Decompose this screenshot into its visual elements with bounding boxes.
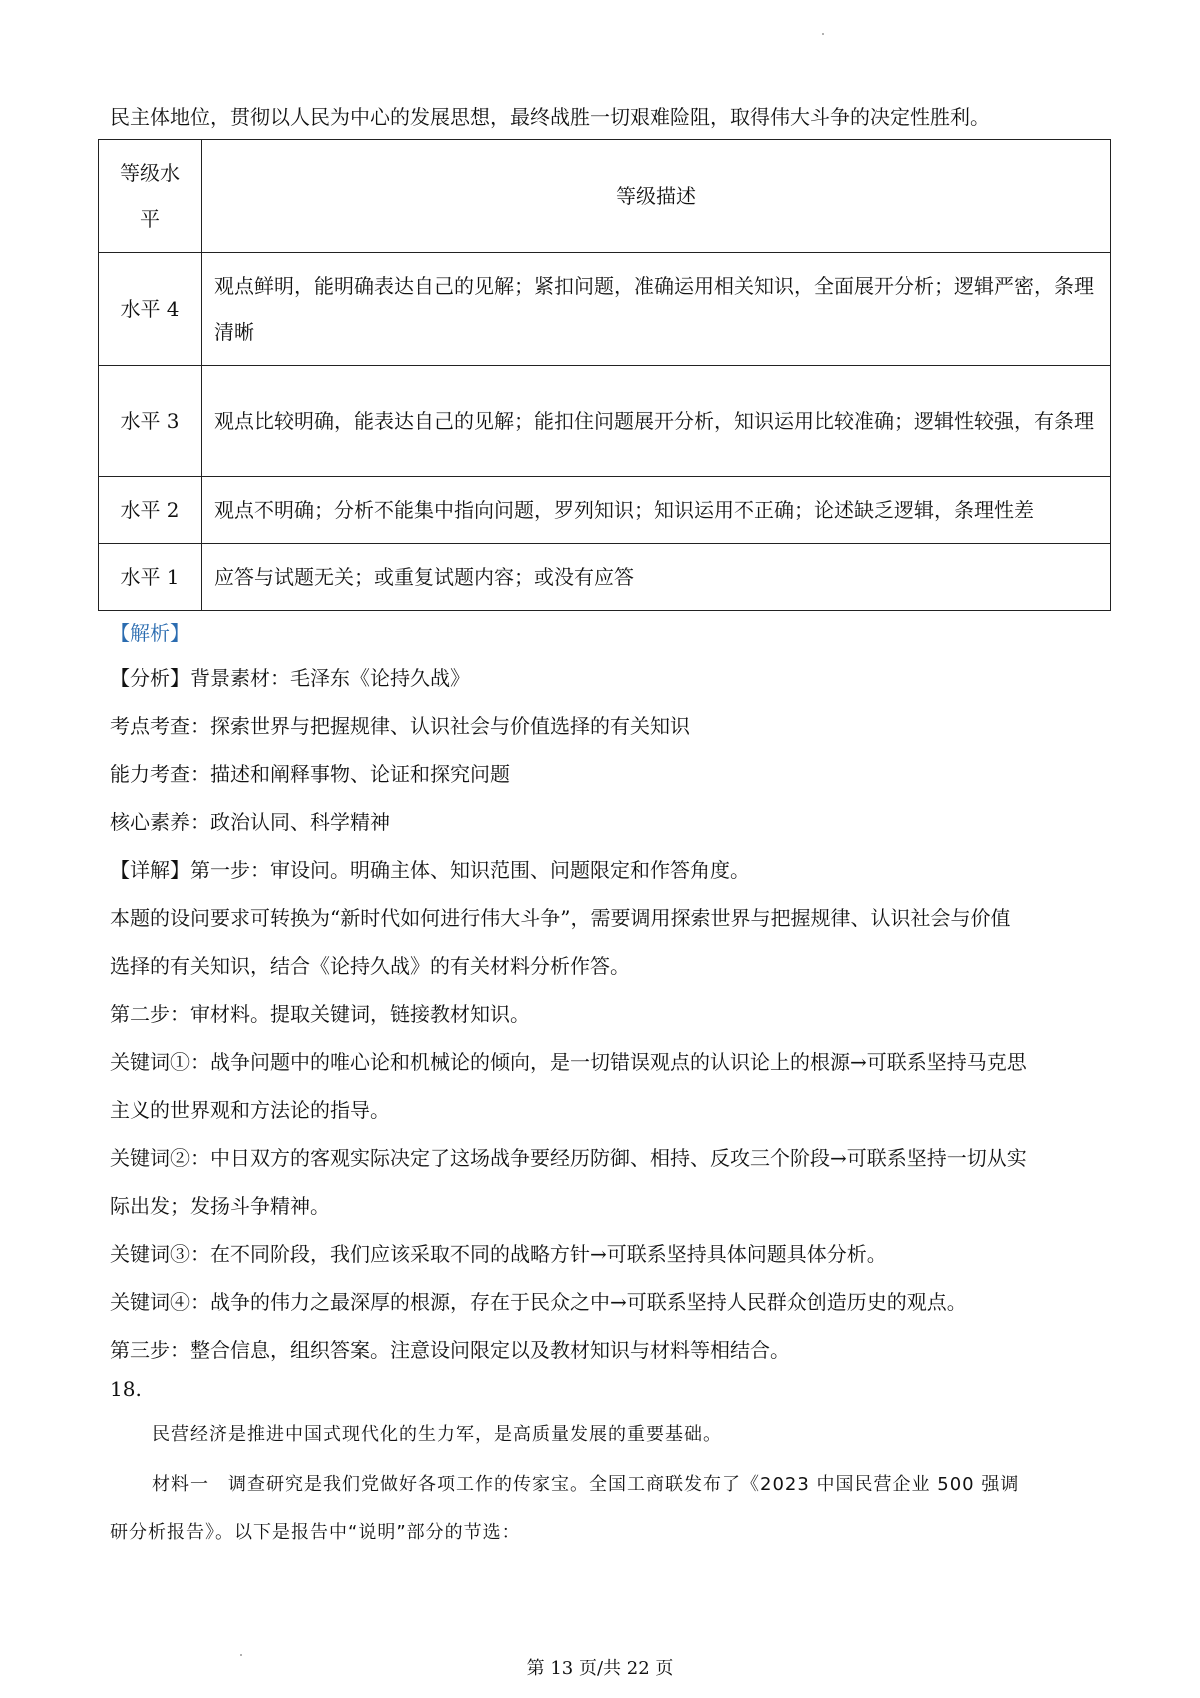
analysis-line: 本题的设问要求可转换为“新时代如何进行伟大斗争”，需要调用探索世界与把握规律、认识社会与价值 (110, 906, 1011, 930)
analysis-line: 关键词④：战争的伟力之最深厚的根源，存在于民众之中→可联系坚持人民群众创造历史的观点。 (110, 1290, 967, 1314)
analysis-line: 能力考查：描述和阐释事物、论证和探究问题 (110, 762, 510, 786)
analysis-line: 【详解】第一步：审设问。明确主体、知识范围、问题限定和作答角度。 (110, 858, 750, 882)
analysis-body (110, 664, 1105, 1384)
desc-cell: 观点比较明确，能表达自己的见解；能扣住问题展开分析，知识运用比较准确；逻辑性较强，有条理 (202, 366, 1111, 477)
level-cell: 水平 4 (99, 253, 202, 366)
analysis-line: 际出发；发扬斗争精神。 (110, 1194, 330, 1218)
level-cell: 水平 1 (99, 544, 202, 611)
analysis-line: 选择的有关知识，结合《论持久战》的有关材料分析作答。 (110, 954, 630, 978)
table-header-row (99, 140, 1111, 253)
header-level-cell (99, 140, 202, 253)
question-intro: 民营经济是推进中国式现代化的生力军，是高质量发展的重要基础。 (152, 1424, 722, 1445)
scan-speck (240, 1654, 242, 1656)
question-number: 18. (110, 1377, 142, 1401)
analysis-line: 第三步：整合信息，组织答案。注意设问限定以及教材知识与材料等相结合。 (110, 1338, 790, 1362)
analysis-line: 关键词②：中日双方的客观实际决定了这场战争要经历防御、相持、反攻三个阶段→可联系坚持一切从实 (110, 1146, 1027, 1170)
analysis-line: 【分析】背景素材：毛泽东《论持久战》 (110, 666, 470, 690)
table-row (99, 366, 1111, 477)
scan-speck (822, 33, 824, 35)
level-cell: 水平 3 (99, 366, 202, 477)
page-footer: 第 13 页/共 22 页 (526, 1658, 674, 1679)
desc-cell: 观点鲜明，能明确表达自己的见解；紧扣问题，准确运用相关知识，全面展开分析；逻辑严密，条理清晰 (202, 253, 1111, 366)
analysis-line: 第二步：审材料。提取关键词，链接教材知识。 (110, 1002, 530, 1026)
grading-table (98, 139, 1111, 611)
analysis-line: 考点考查：探索世界与把握规律、认识社会与价值选择的有关知识 (110, 714, 690, 738)
table-row (99, 477, 1111, 544)
level-cell: 水平 2 (99, 477, 202, 544)
material1-line: 研分析报告》。以下是报告中“说明”部分的节选： (110, 1522, 521, 1543)
analysis-line: 主义的世界观和方法论的指导。 (110, 1098, 390, 1122)
analysis-line: 关键词③：在不同阶段，我们应该采取不同的战略方针→可联系坚持具体问题具体分析。 (110, 1242, 887, 1266)
table-row (99, 253, 1111, 366)
analysis-line: 关键词①：战争问题中的唯心论和机械论的倾向，是一切错误观点的认识论上的根源→可联系坚持马克思 (110, 1050, 1027, 1074)
analysis-line: 核心素养：政治认同、科学精神 (110, 810, 390, 834)
header-level-text: 等级水平 (120, 161, 180, 231)
header-desc-cell: 等级描述 (202, 140, 1111, 253)
analysis-tag: 【解析】 (110, 621, 190, 645)
material1-line: 材料一 调查研究是我们党做好各项工作的传家宝。全国工商联发布了《2023 中国民营企业 500 强调 (152, 1474, 1020, 1495)
table-row (99, 544, 1111, 611)
desc-cell: 应答与试题无关；或重复试题内容；或没有应答 (202, 544, 1111, 611)
intro-line: 民主体地位，贯彻以人民为中心的发展思想，最终战胜一切艰难险阻，取得伟大斗争的决定性胜利。 (110, 105, 990, 129)
desc-cell: 观点不明确；分析不能集中指向问题，罗列知识；知识运用不正确；论述缺乏逻辑，条理性差 (202, 477, 1111, 544)
